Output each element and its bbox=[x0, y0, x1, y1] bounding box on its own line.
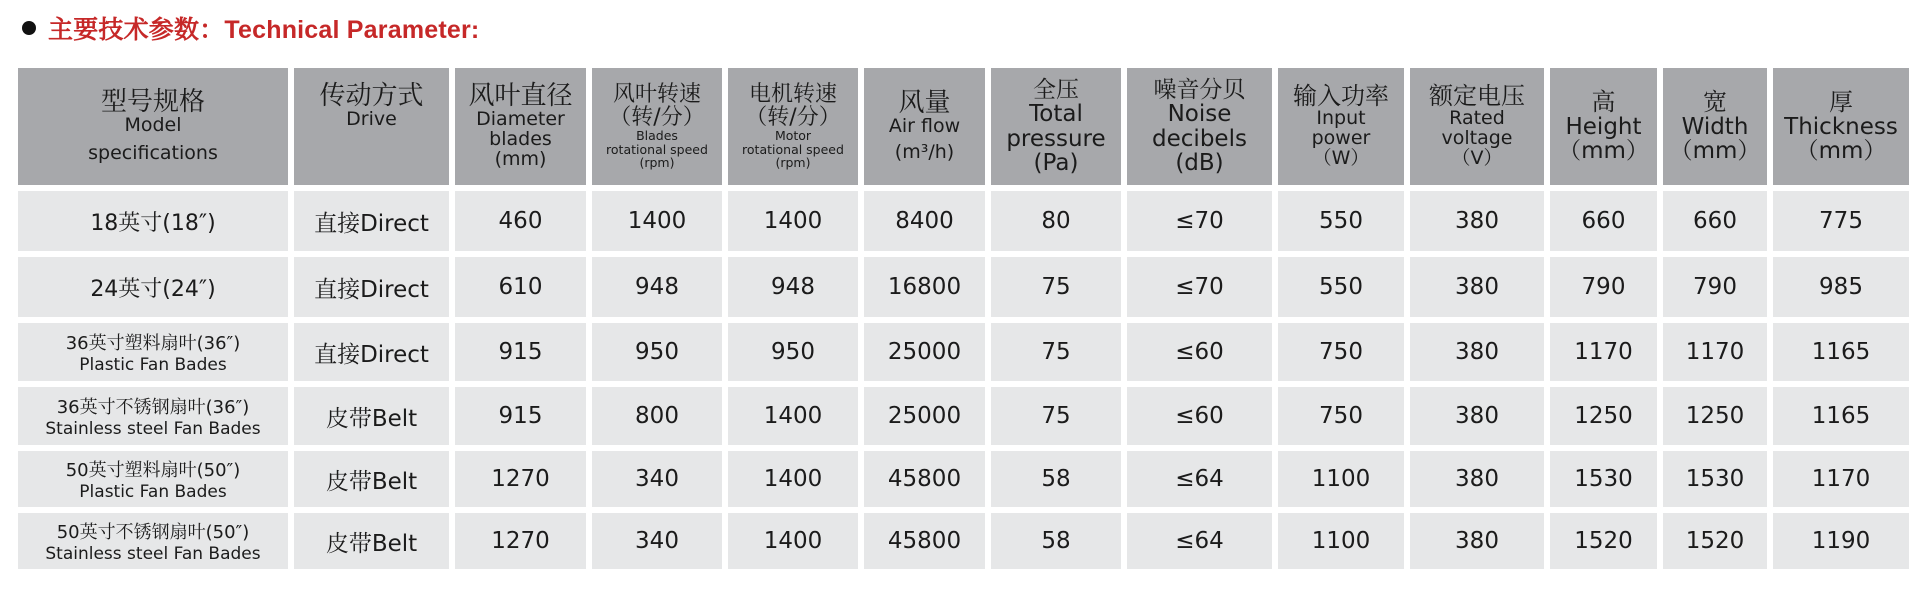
cell-power: 1100 bbox=[1278, 451, 1404, 507]
table-row bbox=[18, 191, 1909, 251]
cell-voltage: 380 bbox=[1410, 191, 1544, 251]
cell-model: 36英寸塑料扇叶(36″) Plastic Fan Bades bbox=[18, 323, 288, 381]
cell-motor-speed: 950 bbox=[728, 323, 858, 381]
cell-noise: ≤64 bbox=[1127, 513, 1272, 569]
cell-power: 750 bbox=[1278, 323, 1404, 381]
header-power: 输入功率 Input power （W） bbox=[1278, 68, 1404, 185]
cell-blade-speed: 340 bbox=[592, 451, 722, 507]
cell-thickness: 1165 bbox=[1773, 323, 1909, 381]
cell-drive: 皮带Belt bbox=[294, 451, 449, 507]
cell-power: 750 bbox=[1278, 387, 1404, 445]
header-blade-speed: 风叶转速 （转/分） Blades rotational speed (rpm) bbox=[592, 68, 722, 185]
table-row bbox=[18, 323, 1909, 381]
cell-diameter: 1270 bbox=[455, 451, 586, 507]
cell-motor-speed: 1400 bbox=[728, 451, 858, 507]
cell-power: 1100 bbox=[1278, 513, 1404, 569]
cell-thickness: 1165 bbox=[1773, 387, 1909, 445]
cell-height: 1170 bbox=[1550, 323, 1657, 381]
cell-voltage: 380 bbox=[1410, 323, 1544, 381]
cell-power: 550 bbox=[1278, 191, 1404, 251]
cell-diameter: 610 bbox=[455, 257, 586, 317]
cell-voltage: 380 bbox=[1410, 513, 1544, 569]
cell-width: 790 bbox=[1663, 257, 1767, 317]
header-model: 型号规格 Model specifications bbox=[18, 68, 288, 185]
cell-motor-speed: 1400 bbox=[728, 387, 858, 445]
cell-air-flow: 45800 bbox=[864, 513, 985, 569]
cell-blade-speed: 948 bbox=[592, 257, 722, 317]
cell-model: 50英寸不锈钢扇叶(50″) Stainless steel Fan Bades bbox=[18, 513, 288, 569]
cell-height: 790 bbox=[1550, 257, 1657, 317]
cell-blade-speed: 950 bbox=[592, 323, 722, 381]
cell-noise: ≤64 bbox=[1127, 451, 1272, 507]
cell-air-flow: 45800 bbox=[864, 451, 985, 507]
section-title-row bbox=[22, 8, 479, 48]
cell-motor-speed: 948 bbox=[728, 257, 858, 317]
header-air-flow: 风量 Air flow (m³/h) bbox=[864, 68, 985, 185]
header-thickness: 厚 Thickness （mm） bbox=[1773, 68, 1909, 185]
cell-pressure: 75 bbox=[991, 387, 1121, 445]
cell-thickness: 1170 bbox=[1773, 451, 1909, 507]
section-title: 主要技术参数：Technical Parameter: bbox=[48, 16, 480, 44]
cell-drive: 直接Direct bbox=[294, 323, 449, 381]
header-noise: 噪音分贝 Noise decibels (dB) bbox=[1127, 68, 1272, 185]
cell-pressure: 75 bbox=[991, 323, 1121, 381]
cell-motor-speed: 1400 bbox=[728, 513, 858, 569]
cell-model: 18英寸(18″) bbox=[18, 191, 288, 251]
cell-pressure: 58 bbox=[991, 451, 1121, 507]
cell-air-flow: 16800 bbox=[864, 257, 985, 317]
header-drive: 传动方式 Drive bbox=[294, 68, 449, 185]
cell-air-flow: 25000 bbox=[864, 387, 985, 445]
cell-diameter: 460 bbox=[455, 191, 586, 251]
cell-diameter: 915 bbox=[455, 323, 586, 381]
cell-drive: 皮带Belt bbox=[294, 513, 449, 569]
cell-thickness: 775 bbox=[1773, 191, 1909, 251]
cell-model: 24英寸(24″) bbox=[18, 257, 288, 317]
cell-diameter: 1270 bbox=[455, 513, 586, 569]
cell-voltage: 380 bbox=[1410, 387, 1544, 445]
cell-noise: ≤60 bbox=[1127, 387, 1272, 445]
table-row bbox=[18, 451, 1909, 507]
cell-height: 1520 bbox=[1550, 513, 1657, 569]
table-header-row bbox=[18, 68, 1909, 185]
cell-height: 660 bbox=[1550, 191, 1657, 251]
header-width: 宽 Width （mm） bbox=[1663, 68, 1767, 185]
table-row bbox=[18, 513, 1909, 569]
header-motor-speed: 电机转速 （转/分） Motor rotational speed (rpm) bbox=[728, 68, 858, 185]
cell-blade-speed: 1400 bbox=[592, 191, 722, 251]
cell-width: 1170 bbox=[1663, 323, 1767, 381]
table-row bbox=[18, 387, 1909, 445]
cell-drive: 直接Direct bbox=[294, 191, 449, 251]
header-diameter: 风叶直径 Diameter blades (mm) bbox=[455, 68, 586, 185]
cell-noise: ≤70 bbox=[1127, 257, 1272, 317]
cell-width: 1250 bbox=[1663, 387, 1767, 445]
cell-model: 36英寸不锈钢扇叶(36″) Stainless steel Fan Bades bbox=[18, 387, 288, 445]
cell-voltage: 380 bbox=[1410, 451, 1544, 507]
cell-drive: 皮带Belt bbox=[294, 387, 449, 445]
cell-noise: ≤70 bbox=[1127, 191, 1272, 251]
cell-height: 1530 bbox=[1550, 451, 1657, 507]
cell-noise: ≤60 bbox=[1127, 323, 1272, 381]
cell-thickness: 985 bbox=[1773, 257, 1909, 317]
cell-blade-speed: 800 bbox=[592, 387, 722, 445]
cell-voltage: 380 bbox=[1410, 257, 1544, 317]
cell-air-flow: 25000 bbox=[864, 323, 985, 381]
technical-parameter-table bbox=[12, 62, 1915, 575]
cell-air-flow: 8400 bbox=[864, 191, 985, 251]
cell-width: 1530 bbox=[1663, 451, 1767, 507]
cell-height: 1250 bbox=[1550, 387, 1657, 445]
cell-model: 50英寸塑料扇叶(50″) Plastic Fan Bades bbox=[18, 451, 288, 507]
header-voltage: 额定电压 Rated voltage （V） bbox=[1410, 68, 1544, 185]
cell-thickness: 1190 bbox=[1773, 513, 1909, 569]
cell-pressure: 75 bbox=[991, 257, 1121, 317]
cell-pressure: 58 bbox=[991, 513, 1121, 569]
header-pressure: 全压 Total pressure (Pa) bbox=[991, 68, 1121, 185]
cell-blade-speed: 340 bbox=[592, 513, 722, 569]
cell-drive: 直接Direct bbox=[294, 257, 449, 317]
cell-motor-speed: 1400 bbox=[728, 191, 858, 251]
cell-pressure: 80 bbox=[991, 191, 1121, 251]
cell-power: 550 bbox=[1278, 257, 1404, 317]
cell-diameter: 915 bbox=[455, 387, 586, 445]
cell-width: 1520 bbox=[1663, 513, 1767, 569]
cell-width: 660 bbox=[1663, 191, 1767, 251]
table-row bbox=[18, 257, 1909, 317]
bullet-icon bbox=[22, 21, 36, 35]
header-height: 高 Height （mm） bbox=[1550, 68, 1657, 185]
